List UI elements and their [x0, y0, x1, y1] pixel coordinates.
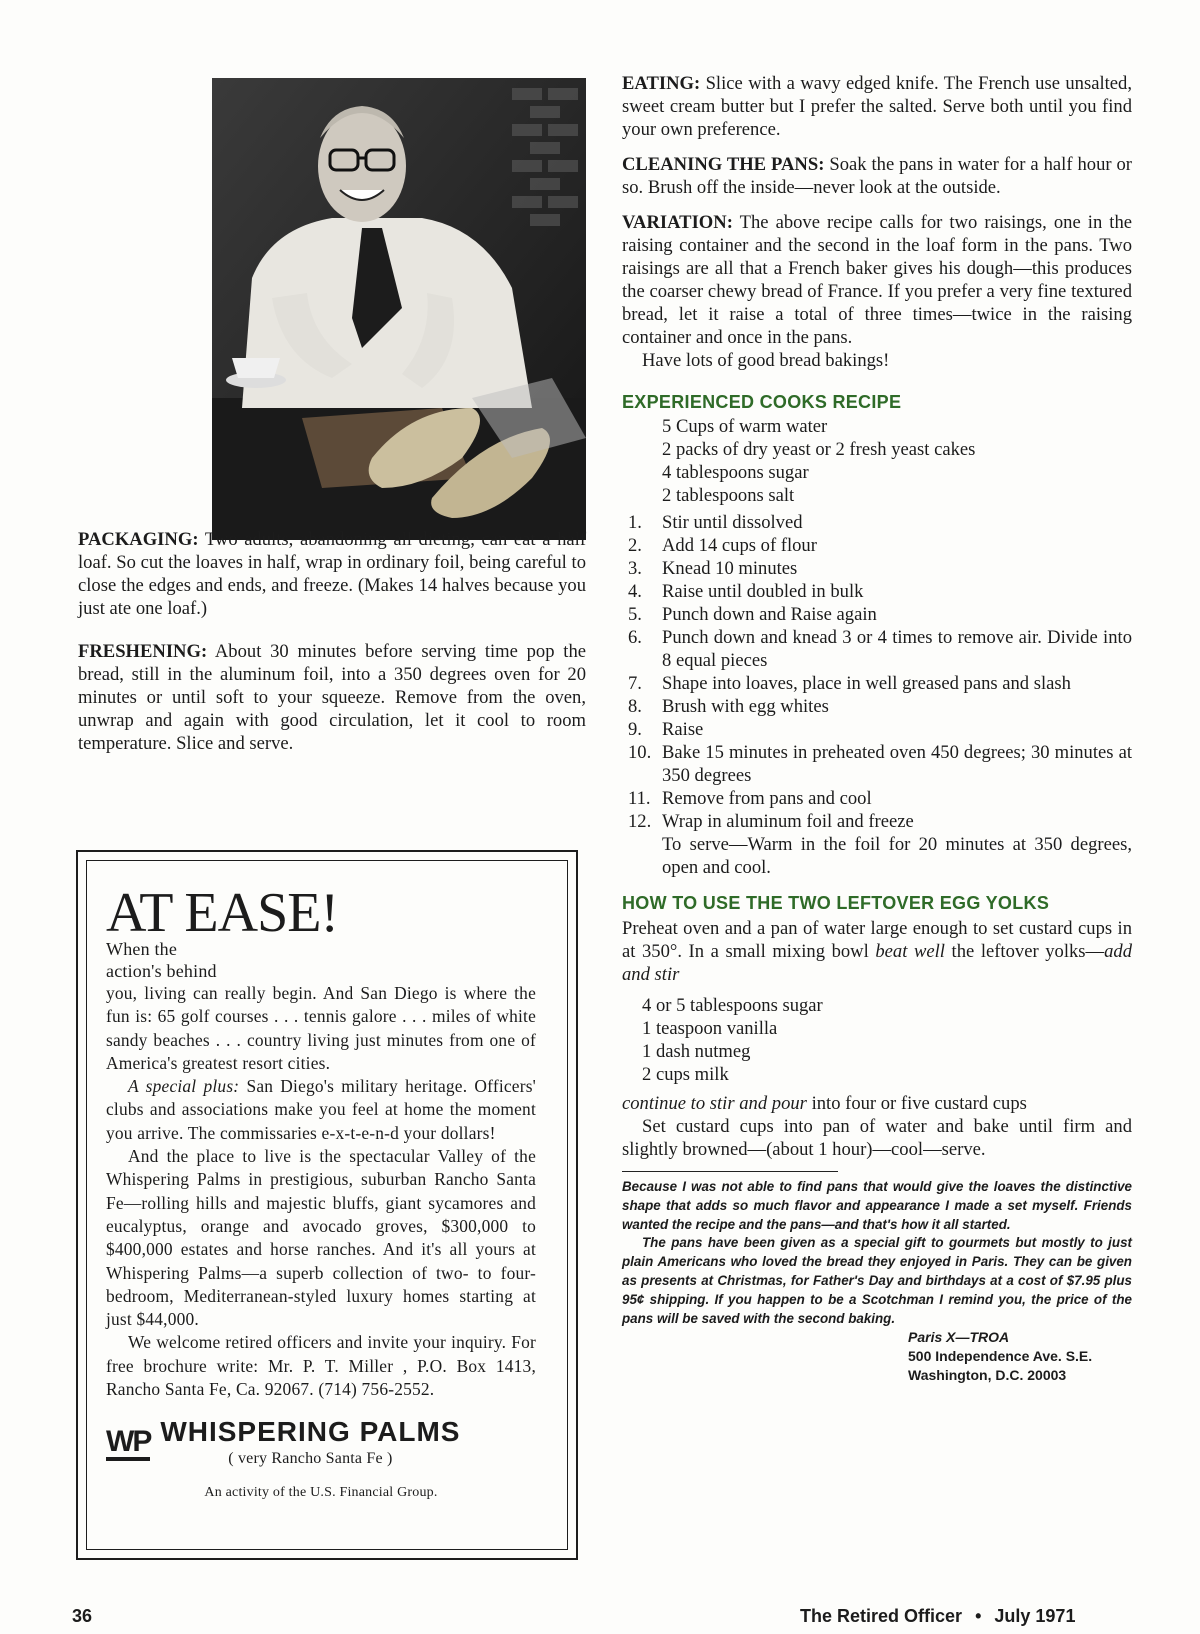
publication-name: The Retired Officer: [800, 1606, 963, 1626]
cleaning-text: Soak the pans in water for a half hour or so. Brush off the inside—never look at the outside.: [622, 154, 1132, 198]
recipe-step-text: Wrap in aluminum foil and freeze: [662, 811, 914, 832]
yolk-ingredient-item: 2 cups milk: [642, 1064, 729, 1085]
footnote-2: The pans have been given as a special gift to gourmets but mostly to just plain Americans who loved the bread they enjoyed in Paris. They can be given as presents at Christmas, for Father's Day and birthdays at a cost of $7.95 plus 95¢ shipping. If you happen to be a Scotchman I remind you, the price of the pans will be saved with the second baking.: [622, 1235, 1132, 1326]
variation-text: The above recipe calls for two raisings, one in the raising container and the second in the loaf form in the pans. Two raisings are all that a French baker gives his dough—this produces the coarser chewy bread of France. If you prefer a very fine textured bread, let it raise a total of three times—twice in the raising container and once in the pans.: [622, 212, 1133, 348]
recipe-step-text: To serve—Warm in the foil for 20 minutes at 350 degrees, open and cool.: [662, 834, 1132, 878]
ad-logo-text: [160, 1417, 460, 1470]
recipe-ingredients: [622, 415, 1132, 507]
ad-paragraph-1: you, living can really begin. And San Diego is where the fun is: 65 golf courses . . . tennis galore . . . miles of white sandy beaches . . . country living just minutes from one of America's greatest resort cities.: [106, 983, 536, 1073]
recipe-step-number: 2.: [628, 535, 642, 556]
recipe-step: [622, 580, 1132, 603]
recipe-step-number: 12.: [628, 811, 652, 832]
recipe-step-text: Punch down and knead 3 or 4 times to remove air. Divide into 8 equal pieces: [662, 627, 1132, 671]
recipe-step-number: 9.: [628, 719, 642, 740]
recipe-step-text: Remove from pans and cool: [662, 788, 872, 809]
ad-logo-name: WHISPERING PALMS: [160, 1416, 461, 1448]
packaging-paragraph: [78, 528, 586, 620]
freshening-text: About 30 minutes before serving time pop the bread, still in the aluminum foil, into a 350 degrees oven for 20 minutes or until soft to your squeeze. Remove from the oven, unwrap and again with good circulation, let it cool to room temperature. Slice and serve.: [78, 641, 586, 754]
ingredient-item: 2 packs of dry yeast or 2 fresh yeast cakes: [662, 439, 976, 460]
closing-line: Have lots of good bread bakings!: [642, 350, 890, 371]
recipe-steps: [622, 511, 1132, 879]
yolks-intro-italic-2: add and stir: [622, 941, 1132, 985]
signature-line: Washington, D.C. 20003: [908, 1367, 1067, 1384]
packaging-text: Two adults, abandoning all dieting, can eat a half loaf. So cut the loaves in half, wrap in ordinary foil, being careful to close the edges and ends, and freeze. (Makes 14 halves because you just ate one loaf.): [78, 529, 587, 619]
recipe-step-text: Knead 10 minutes: [662, 558, 798, 579]
freshening-paragraph: [78, 640, 586, 755]
ad-special-plus: A special plus:: [128, 1076, 240, 1097]
chef-photo: [212, 78, 586, 540]
recipe-step: [622, 810, 1132, 833]
footnote-1: Because I was not able to find pans that would give the loaves the distinctive shape that adds so much flavor and appearance I made a set myself. Friends wanted the recipe and the pans—and that's how it all started.: [622, 1179, 1132, 1232]
recipe-step: [622, 603, 1132, 626]
cleaning-heading: CLEANING THE PANS:: [622, 154, 825, 175]
recipe-step-text: Shape into loaves, place in well greased pans and slash: [662, 673, 1071, 694]
bake-paragraph: Set custard cups into pan of water and bake until firm and slightly browned—(about 1 hour)—cool—serve.: [622, 1116, 1132, 1160]
recipe-step: [622, 557, 1132, 580]
wp-monogram-icon: WP: [106, 1427, 150, 1461]
yolk-ingredient-item: 1 teaspoon vanilla: [642, 1018, 778, 1039]
eating-heading: EATING:: [622, 73, 701, 94]
variation-paragraph: [622, 211, 1132, 349]
right-column: [622, 72, 1132, 1385]
chef-photo-illustration: [212, 78, 586, 540]
recipe-step-number: 1.: [628, 512, 642, 533]
signature-block: [908, 1328, 1132, 1385]
recipe-step-number: 4.: [628, 581, 642, 602]
recipe-step: [622, 718, 1132, 741]
eating-paragraph: [622, 72, 1132, 141]
ad-activity: An activity of the U.S. Financial Group.: [204, 1484, 438, 1500]
ad-headline-block: [106, 886, 536, 982]
recipe-step-number: 11.: [628, 788, 651, 809]
ingredient-item: 5 Cups of warm water: [662, 416, 828, 437]
recipe-step: [622, 787, 1132, 810]
variation-heading: VARIATION:: [622, 212, 733, 233]
yolks-intro: [622, 917, 1132, 986]
packaging-heading: PACKAGING:: [78, 529, 199, 550]
ingredient-item: 2 tablespoons salt: [662, 485, 795, 506]
page-number: 36: [72, 1606, 93, 1626]
yolk-ingredient-item: 4 or 5 tablespoons sugar: [642, 995, 823, 1016]
recipe-step-text: Raise: [662, 719, 704, 740]
recipe-step-text: Add 14 cups of flour: [662, 535, 817, 556]
recipe-step-text: Stir until dissolved: [662, 512, 803, 533]
ingredient-item: 4 tablespoons sugar: [662, 462, 809, 483]
ad-paragraph-3: And the place to live is the spectacular Valley of the Whispering Palms in prestigious, suburban Rancho Santa Fe—rolling hills and majestic bluffs, giant sycamores and eucalyptus, orange and avocado groves, $300,000 to $400,000 estates and horse ranches. And it's all yours at Whispering Palms—a superb collection of two- to four-bedroom, Mediterranean-styled luxury homes starting at just $44,000.: [106, 1146, 536, 1330]
ad-paragraph-2-text: San Diego's military heritage. Officers' clubs and associations make you feel at home the moment you arrive. The commissaries e-x-t-e-n-d your dollars!: [106, 1076, 536, 1143]
whispering-palms-ad: [76, 850, 578, 1560]
continue-italic: continue to stir and pour: [622, 1093, 807, 1114]
recipe-step: [622, 695, 1132, 718]
recipe-step-text: Brush with egg whites: [662, 696, 829, 717]
yolk-ingredients: [622, 994, 1132, 1086]
recipe-step: [622, 534, 1132, 557]
ad-paragraph-2: [106, 1075, 536, 1145]
signature-line: 500 Independence Ave. S.E.: [908, 1348, 1093, 1365]
recipe-step-text: Bake 15 minutes in preheated oven 450 degrees; 30 minutes at 350 degrees: [662, 742, 1132, 786]
yolks-intro-text-2: the leftover yolks—: [951, 941, 1105, 962]
recipe-title: EXPERIENCED COOKS RECIPE: [622, 392, 902, 412]
ad-body: [106, 886, 536, 1504]
recipe-step-number: 8.: [628, 696, 642, 717]
recipe-step: [622, 672, 1132, 695]
yolks-intro-text: Preheat oven and a pan of water large enough to set custard cups in at 350°. In a small mixing bowl: [622, 918, 1132, 962]
continue-paragraph: [622, 1092, 1132, 1115]
ad-logo-sub: ( very Rancho Santa Fe ): [228, 1450, 393, 1468]
continue-text: into four or five custard cups: [811, 1093, 1027, 1114]
footer-bullet: •: [975, 1606, 982, 1626]
recipe-step-number: 10.: [628, 742, 652, 763]
ad-headline: AT EASE!: [106, 886, 339, 944]
ad-logo: [106, 1417, 536, 1470]
recipe-step: [622, 741, 1132, 787]
eating-text: Slice with a wavy edged knife. The French use unsalted, sweet cream butter but I prefer the salted. Serve both until you find your own preference.: [622, 73, 1132, 140]
left-column: [78, 528, 586, 755]
yolks-title: HOW TO USE THE TWO LEFTOVER EGG YOLKS: [622, 893, 1050, 913]
recipe-step-number: 5.: [628, 604, 642, 625]
freshening-heading: FRESHENING:: [78, 641, 208, 662]
ad-headline-side: When the action's behind: [106, 939, 217, 981]
footer-publication-line: [800, 1606, 1075, 1627]
recipe-step: [622, 511, 1132, 534]
cleaning-paragraph: [622, 153, 1132, 199]
recipe-step: [622, 833, 1132, 879]
recipe-step-number: 6.: [628, 627, 642, 648]
yolks-intro-italic: beat well: [875, 941, 945, 962]
signature-line: Paris X—TROA: [908, 1329, 1010, 1346]
recipe-step-number: 7.: [628, 673, 642, 694]
ad-paragraph-4: We welcome retired officers and invite your inquiry. For free brochure write: Mr. P. T. Miller , P.O. Box 1413, Rancho Santa Fe, Ca. 92067. (714) 756-2552.: [106, 1332, 536, 1400]
recipe-step-number: [622, 833, 662, 879]
recipe-step: [622, 626, 1132, 672]
recipe-step-text: Punch down and Raise again: [662, 604, 877, 625]
recipe-step-text: Raise until doubled in bulk: [662, 581, 864, 602]
yolk-ingredient-item: 1 dash nutmeg: [642, 1041, 751, 1062]
publication-date: July 1971: [994, 1606, 1076, 1626]
footnote-divider: [622, 1171, 838, 1172]
recipe-step-number: 3.: [628, 558, 642, 579]
